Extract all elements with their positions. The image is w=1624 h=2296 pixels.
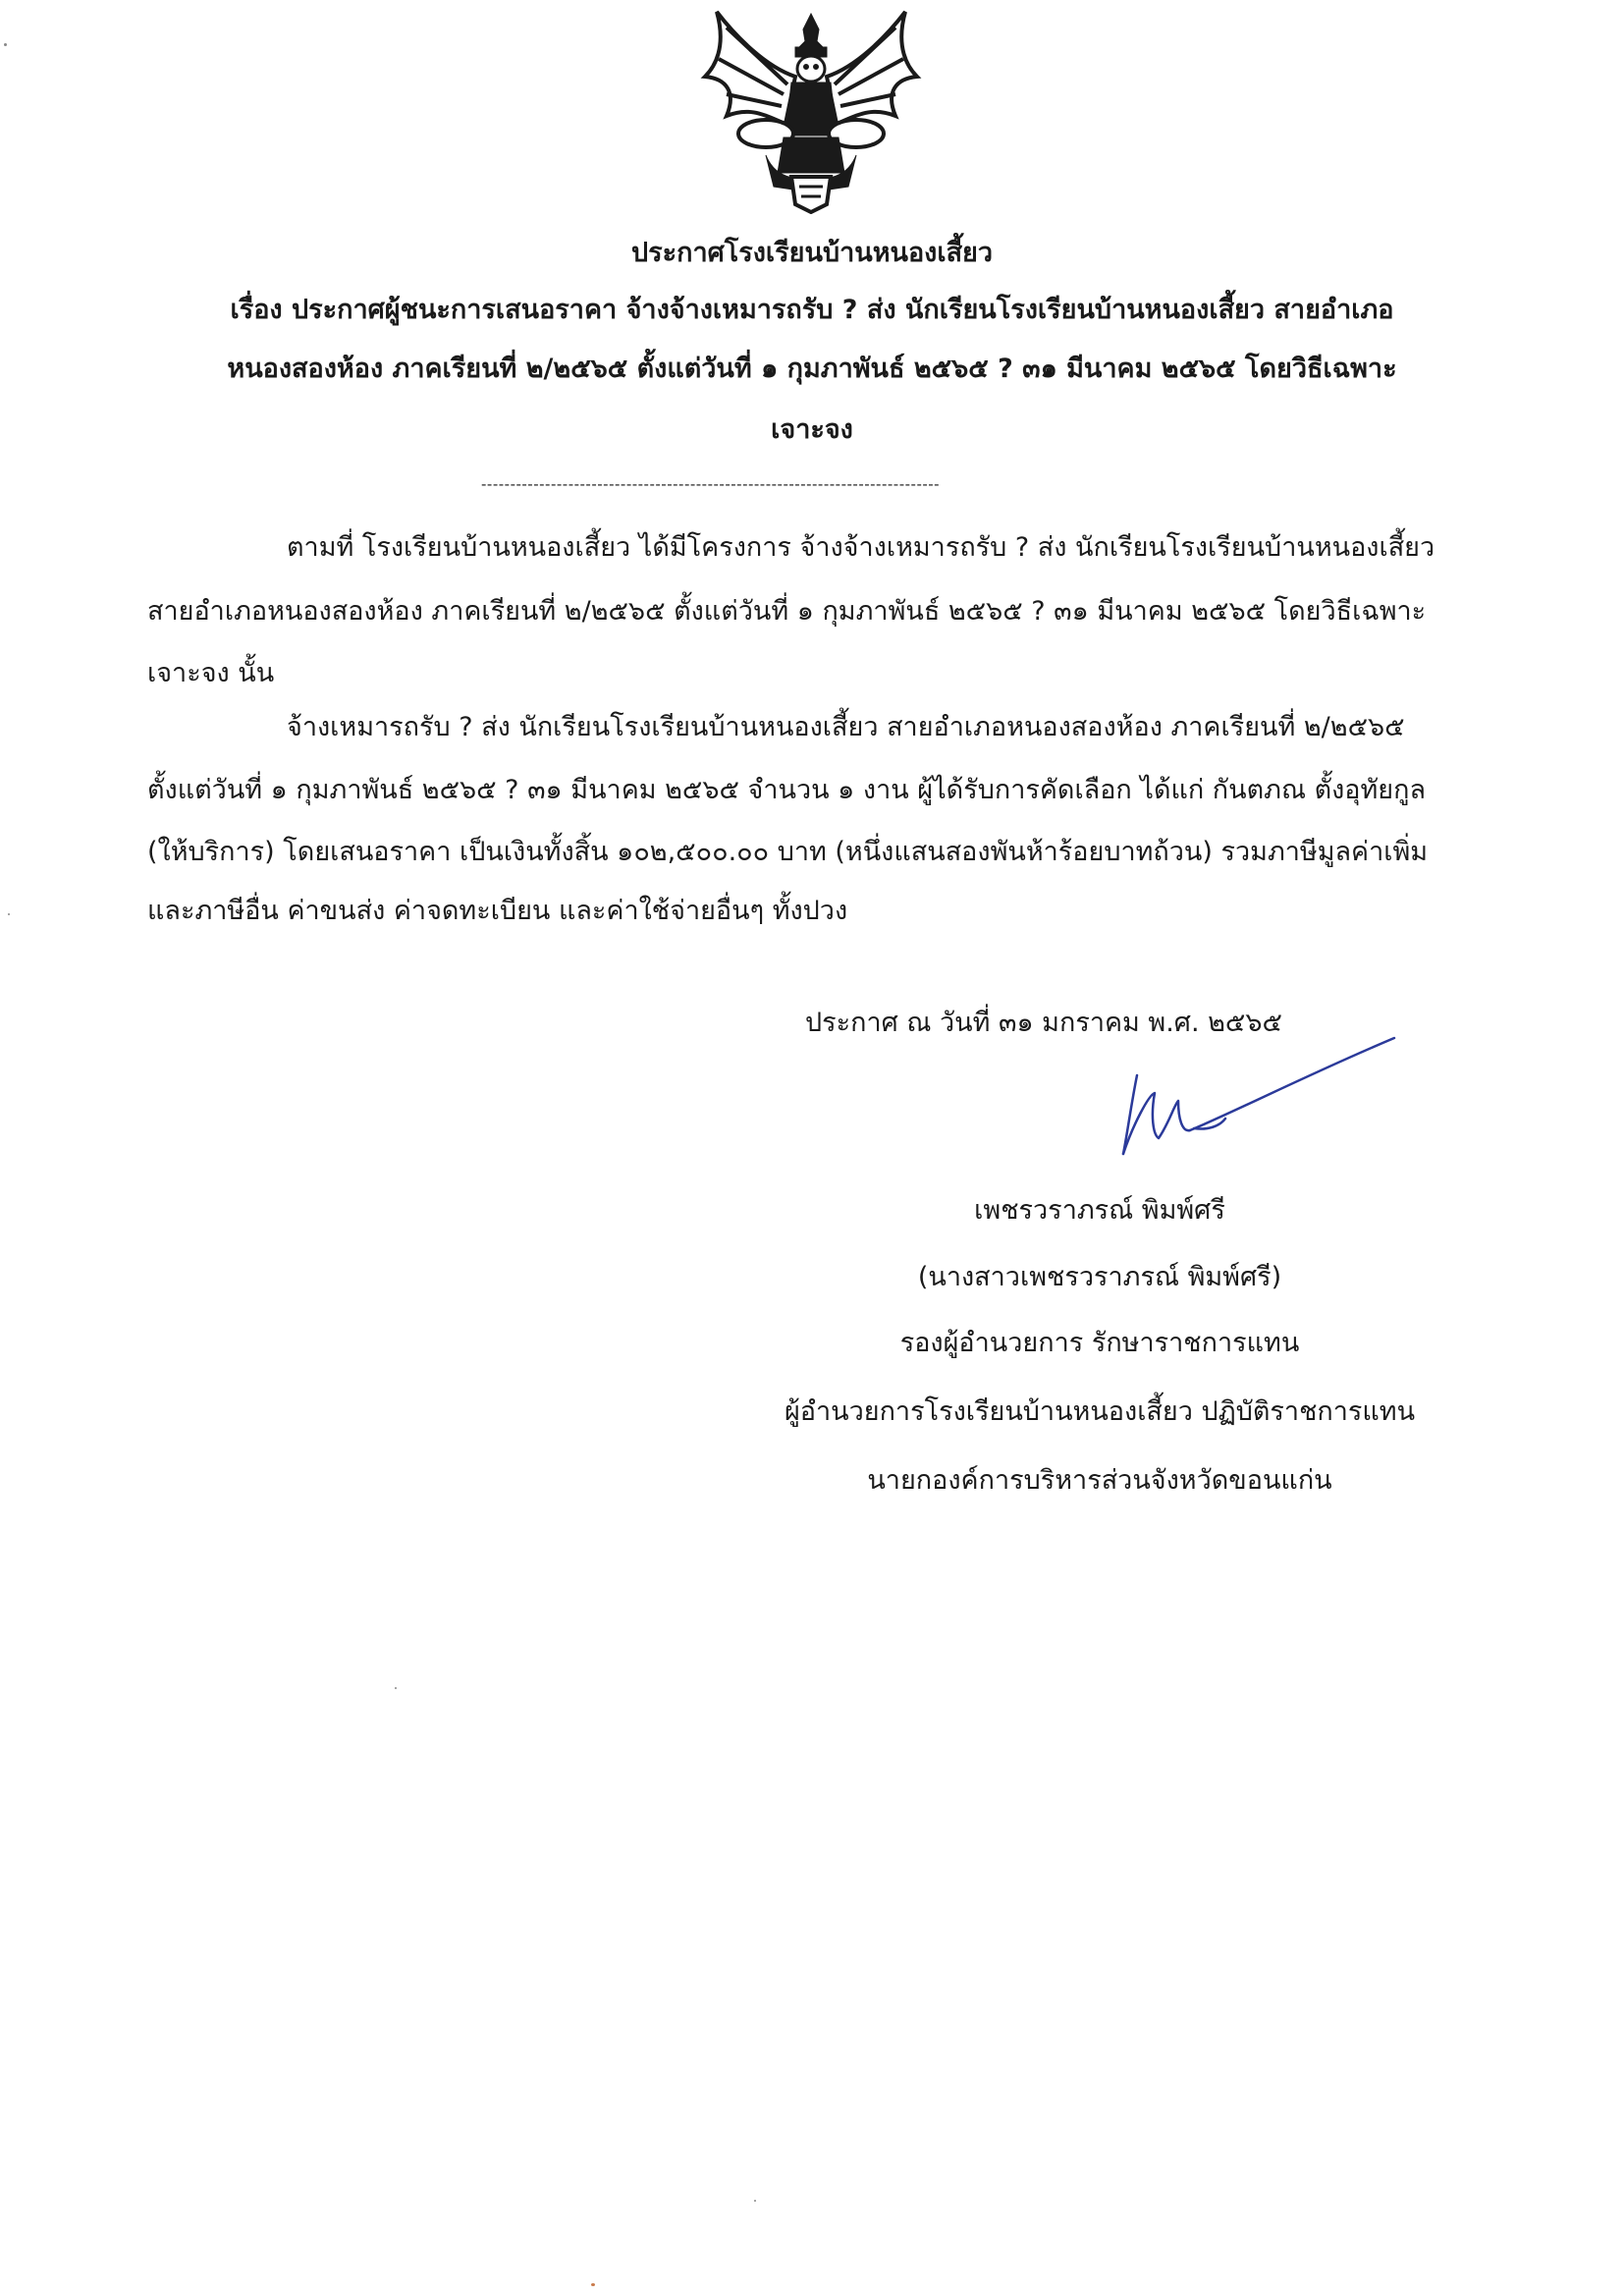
signatory-full-name: (นางสาวเพชรวราภรณ์ พิมพ์ศรี)	[917, 1262, 1282, 1292]
body-line-2: สายอำเภอหนองสองห้อง ภาคเรียนที่ ๒/๒๕๖๕ ตั้งแต่วันที่ ๑ กุมภาพันธ์ ๒๕๖๕ ? ๓๑ มีนาคม ๒๕๖๕ โดยวิธีเฉพาะ	[147, 596, 1427, 627]
body-line-3: เจาะจง นั้น	[147, 658, 275, 688]
subject-line-3: เจาะจง	[771, 414, 853, 445]
body-line-6: (ให้บริการ) โดยเสนอราคา เป็นเงินทั้งสิ้น ๑๐๒,๕๐๐.๐๐ บาท (หนึ่งแสนสองพันห้าร้อยบาทถ้วน) รวมภาษีมูลค่าเพิ่ม	[147, 837, 1429, 867]
scan-speck	[591, 2283, 595, 2286]
scan-speck	[395, 1687, 397, 1689]
signatory-position-1: รองผู้อำนวยการ รักษาราชการแทน	[899, 1328, 1300, 1358]
body-line-1: ตามที่ โรงเรียนบ้านหนองเสี้ยว ได้มีโครงการ จ้างจ้างเหมารถรับ ? ส่ง นักเรียนโรงเรียนบ้านหนองเสี้ยว	[287, 532, 1435, 563]
subject-line-1: เรื่อง ประกาศผู้ชนะการเสนอราคา จ้างจ้างเหมารถรับ ? ส่ง นักเรียนโรงเรียนบ้านหนองเสี้ยว สายอำเภอ	[230, 295, 1394, 325]
scan-speck	[754, 2200, 756, 2202]
scan-speck	[8, 913, 10, 915]
subject-line-2: หนองสองห้อง ภาคเรียนที่ ๒/๒๕๖๕ ตั้งแต่วันที่ ๑ กุมภาพันธ์ ๒๕๖๕ ? ๓๑ มีนาคม ๒๕๖๕ โดยวิธีเฉพาะ	[227, 354, 1397, 384]
announcement-date: ประกาศ ณ วันที่ ๓๑ มกราคม พ.ศ. ๒๕๖๕	[805, 1008, 1282, 1038]
section-divider: -------------------------------------------------------------------------------	[481, 477, 941, 491]
handwritten-signature	[1110, 1036, 1404, 1164]
body-line-5: ตั้งแต่วันที่ ๑ กุมภาพันธ์ ๒๕๖๕ ? ๓๑ มีนาคม ๒๕๖๕ จำนวน ๑ งาน ผู้ได้รับการคัดเลือก ได้แก่ กันตภณ ตั้งอุทัยกูล	[147, 775, 1427, 805]
garuda-emblem-icon	[697, 8, 925, 214]
body-line-7: และภาษีอื่น ค่าขนส่ง ค่าจดทะเบียน และค่าใช้จ่ายอื่นๆ ทั้งปวง	[147, 896, 848, 926]
scan-speck	[4, 43, 7, 46]
signatory-position-3: นายกองค์การบริหารส่วนจังหวัดขอนแก่น	[867, 1465, 1332, 1496]
document-title: ประกาศโรงเรียนบ้านหนองเสี้ยว	[630, 238, 994, 268]
body-line-4: จ้างเหมารถรับ ? ส่ง นักเรียนโรงเรียนบ้านหนองเสี้ยว สายอำเภอหนองสองห้อง ภาคเรียนที่ ๒/๒๕๖๕	[287, 712, 1405, 742]
signatory-name: เพชรวราภรณ์ พิมพ์ศรี	[974, 1195, 1225, 1226]
signatory-position-2: ผู้อำนวยการโรงเรียนบ้านหนองเสี้ยว ปฏิบัติราชการแทน	[784, 1396, 1416, 1427]
